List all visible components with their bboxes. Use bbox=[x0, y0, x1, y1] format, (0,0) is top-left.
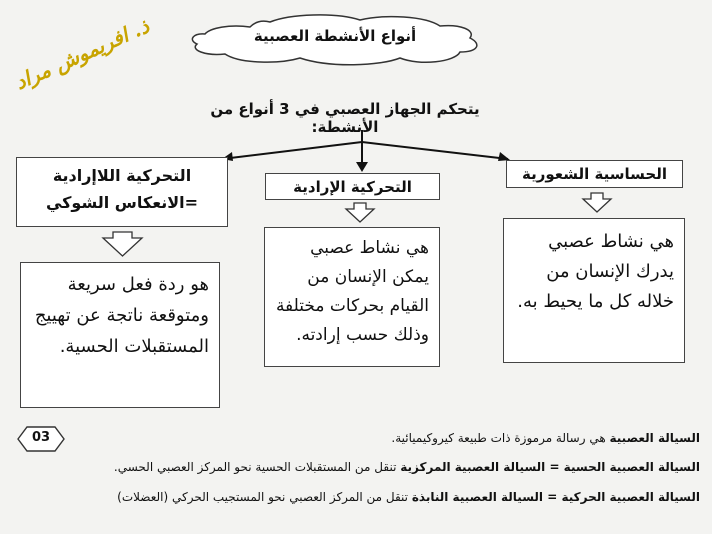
definition-line-3 bbox=[117, 490, 700, 504]
description-sensory-text: هي نشاط عصبي يدرك الإنسان من خلاله كل ما يحيط به. bbox=[517, 231, 674, 312]
type-label-voluntary: التحركية الإرادية bbox=[293, 178, 412, 196]
type-header-involuntary bbox=[16, 157, 228, 227]
type-header-voluntary bbox=[265, 173, 440, 200]
type-label-sensory: الحساسية الشعورية bbox=[522, 165, 667, 183]
definition-line-2 bbox=[114, 460, 700, 474]
description-involuntary-text: هو ردة فعل سريعة ومتوقعة ناتجة عن تهييج المستقبلات الحسية. bbox=[34, 274, 209, 357]
definition-line-1 bbox=[391, 431, 700, 445]
type-label-involuntary-alt: =الانعكاس الشوكي bbox=[45, 193, 199, 212]
subtitle: يتحكم الجهاز العصبي في 3 أنواع من الأنشطة: bbox=[210, 100, 480, 136]
type-header-sensory bbox=[506, 160, 683, 188]
page-title: أنواع الأنشطة العصبية bbox=[253, 27, 417, 45]
page-number: 03 bbox=[31, 430, 51, 445]
definition-text-2: تنقل من المستقبلات الحسية نحو المركز العصبي الحسي. bbox=[113, 460, 401, 474]
author-signature: ذ. افريموش مراد bbox=[11, 13, 153, 95]
type-label-involuntary: التحركية اللاإرادية bbox=[52, 166, 192, 185]
definition-term-1: السيالة العصبية bbox=[609, 431, 700, 445]
description-sensory bbox=[503, 218, 685, 363]
definition-term-2: السيالة العصبية الحسية = السيالة العصبية المركزية bbox=[400, 460, 700, 474]
description-involuntary bbox=[20, 262, 220, 408]
definition-text-3: تنقل من المركز العصبي نحو المستجيب الحركي (العضلات) bbox=[117, 490, 412, 504]
description-voluntary bbox=[264, 227, 440, 367]
down-arrow-middle bbox=[346, 203, 374, 222]
description-voluntary-text: هي نشاط عصبي يمكن الإنسان من القيام بحركات مختلفة وذلك حسب إرادته. bbox=[275, 238, 429, 345]
definition-term-3: السيالة العصبية الحركية = السيالة العصبية النابذة bbox=[411, 490, 700, 504]
definition-text-1: هي رسالة مرموزة ذات طبيعة كيروكيميائية. bbox=[391, 431, 610, 445]
down-arrow-left bbox=[103, 232, 142, 256]
down-arrow-right bbox=[583, 193, 611, 212]
